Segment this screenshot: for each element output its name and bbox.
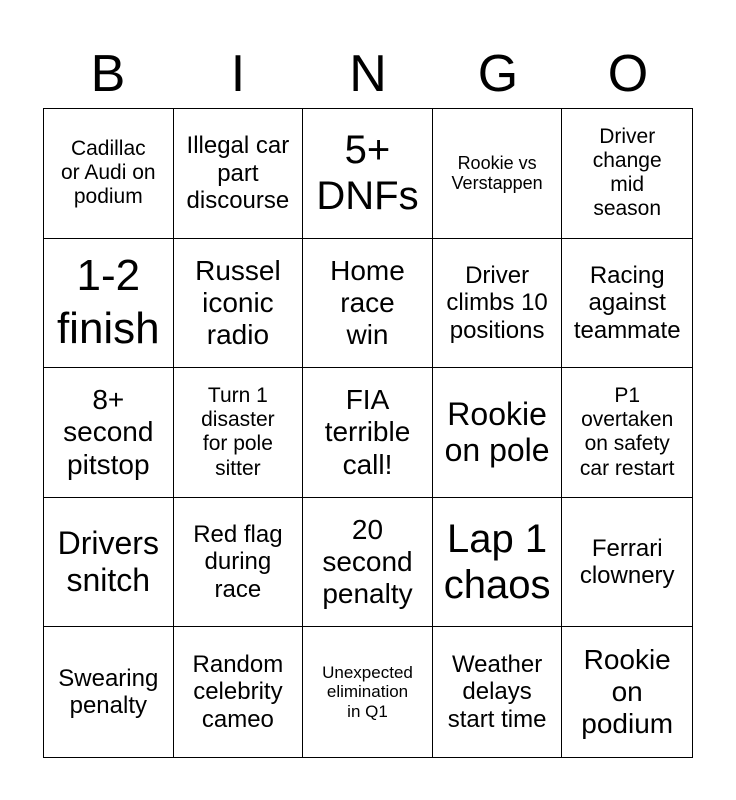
header-letter-o: O — [607, 45, 649, 103]
bingo-cell[interactable] — [562, 239, 692, 369]
header-letter-i: I — [230, 45, 246, 103]
cell-text: Unexpected elimination in Q1 — [322, 662, 413, 721]
bingo-cell[interactable] — [562, 109, 692, 239]
cell-text: Rookie vs Verstappen — [451, 152, 543, 194]
bingo-cell[interactable] — [303, 109, 433, 239]
bingo-cell[interactable] — [174, 498, 304, 628]
bingo-cell[interactable] — [562, 368, 692, 498]
cell-text: Home race win — [330, 254, 405, 350]
header-letter-n: N — [349, 45, 387, 103]
bingo-cell[interactable] — [433, 627, 563, 757]
cell-text: Red flag during race — [193, 520, 283, 603]
cell-text: Illegal car part discourse — [186, 131, 290, 215]
cell-text: 5+ DNFs — [316, 128, 419, 219]
cell-text: Driver climbs 10 positions — [446, 261, 548, 344]
cell-text: P1 overtaken on safety car restart — [579, 384, 675, 480]
bingo-cell[interactable] — [44, 368, 174, 498]
cell-text: Cadillac or Audi on podium — [61, 137, 156, 209]
cell-text: Drivers snitch — [57, 525, 159, 599]
bingo-cell[interactable] — [433, 239, 563, 369]
cell-text: Swearing penalty — [58, 664, 159, 720]
cell-text: Lap 1 chaos — [443, 517, 551, 608]
cell-text: Driver change mid season — [592, 125, 662, 221]
bingo-cell[interactable] — [174, 368, 304, 498]
bingo-cell[interactable] — [433, 109, 563, 239]
bingo-cell[interactable] — [303, 368, 433, 498]
cell-text: Random celebrity cameo — [192, 650, 284, 733]
cell-text: FIA terrible call! — [324, 384, 411, 480]
bingo-cell[interactable] — [44, 239, 174, 369]
cell-text: Turn 1 disaster for pole sitter — [201, 384, 275, 480]
header-letter-g: G — [477, 45, 519, 103]
cell-text: 20 second penalty — [322, 513, 413, 610]
bingo-cell[interactable] — [303, 627, 433, 757]
cell-text: 1-2 finish — [56, 251, 160, 353]
cell-text: Rookie on podium — [581, 643, 674, 740]
bingo-cell[interactable] — [174, 109, 304, 239]
header-letter-b: B — [90, 45, 126, 103]
cell-text: Weather delays start time — [447, 650, 547, 733]
cell-text: Rookie on pole — [444, 395, 550, 469]
bingo-cell[interactable] — [174, 627, 304, 757]
bingo-cell[interactable] — [44, 627, 174, 757]
cell-text: Racing against teammate — [573, 261, 681, 344]
bingo-cell[interactable] — [433, 498, 563, 628]
bingo-cell[interactable] — [303, 498, 433, 628]
bingo-cell[interactable] — [44, 109, 174, 239]
bingo-header — [43, 40, 693, 108]
cell-text: Ferrari clownery — [579, 534, 675, 590]
bingo-cell[interactable] — [562, 498, 692, 628]
cell-text: 8+ second pitstop — [63, 384, 154, 480]
bingo-cell[interactable] — [433, 368, 563, 498]
bingo-cell[interactable] — [44, 498, 174, 628]
bingo-cell[interactable] — [303, 239, 433, 369]
cell-text: Russel iconic radio — [195, 254, 281, 350]
bingo-cell[interactable] — [174, 239, 304, 369]
bingo-cell[interactable] — [562, 627, 692, 757]
bingo-board — [43, 108, 693, 758]
